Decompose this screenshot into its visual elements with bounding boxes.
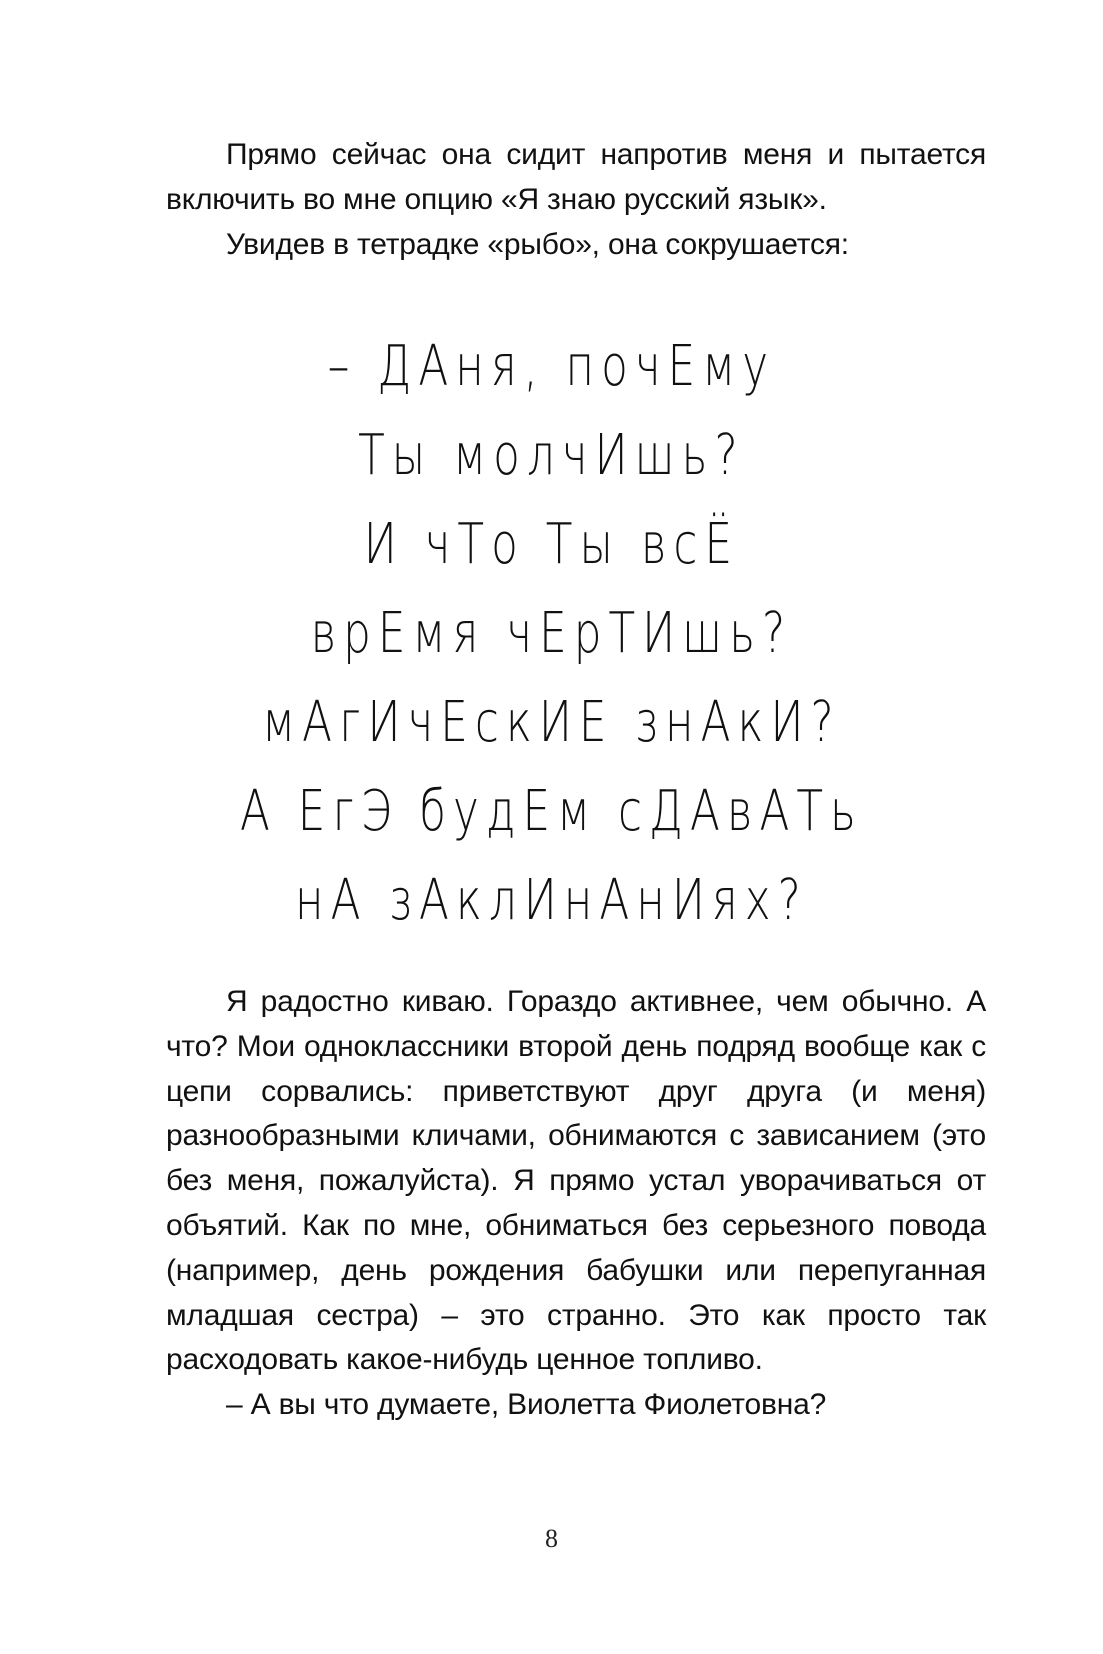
poem-line: нА зАклИнАнИях? (294, 868, 808, 933)
paragraph: – А вы что думаете, Виолетта Фиолетовна? (226, 1388, 827, 1422)
poem-line: – ДАня, почЕму (327, 334, 776, 399)
poem-line: И чТо Ты всЁ (363, 512, 740, 577)
poem-line: мАгИчЕскИЕ знАкИ? (262, 690, 841, 755)
outro-text (166, 980, 986, 1428)
paragraph: Прямо сейчас она сидит напротив меня и пытается включить во мне опцию «Я знаю русский язык». (166, 138, 986, 216)
poem-line: Ты молчИшь? (358, 423, 745, 488)
poem-line: А ЕгЭ будЕм сДАвАТь (239, 779, 863, 844)
handwritten-dialogue (121, 322, 981, 945)
paragraph: Увидев в тетрадке «рыбо», она сокрушается: (226, 227, 849, 261)
intro-text (166, 133, 986, 267)
poem-line: врЕмя чЕрТИшь? (310, 601, 793, 666)
page-number: 8 (545, 1524, 558, 1553)
paragraph: Я радостно киваю. Гораздо активнее, чем обычно. А что? Мои одноклассники второй день подряд вообще как с цепи сорвались: приветствуют друг друга (и меня) разнообразными кличами, обнимаются с зависанием (это без меня, пожалуйста). Я прямо устал уворачиваться от объятий. Как по мне, обниматься без серьезного повода (например, день рождения бабушки или перепуганная младшая сестра) – это странно. Это как просто так расходовать какое-нибудь ценное топливо. (166, 985, 986, 1377)
